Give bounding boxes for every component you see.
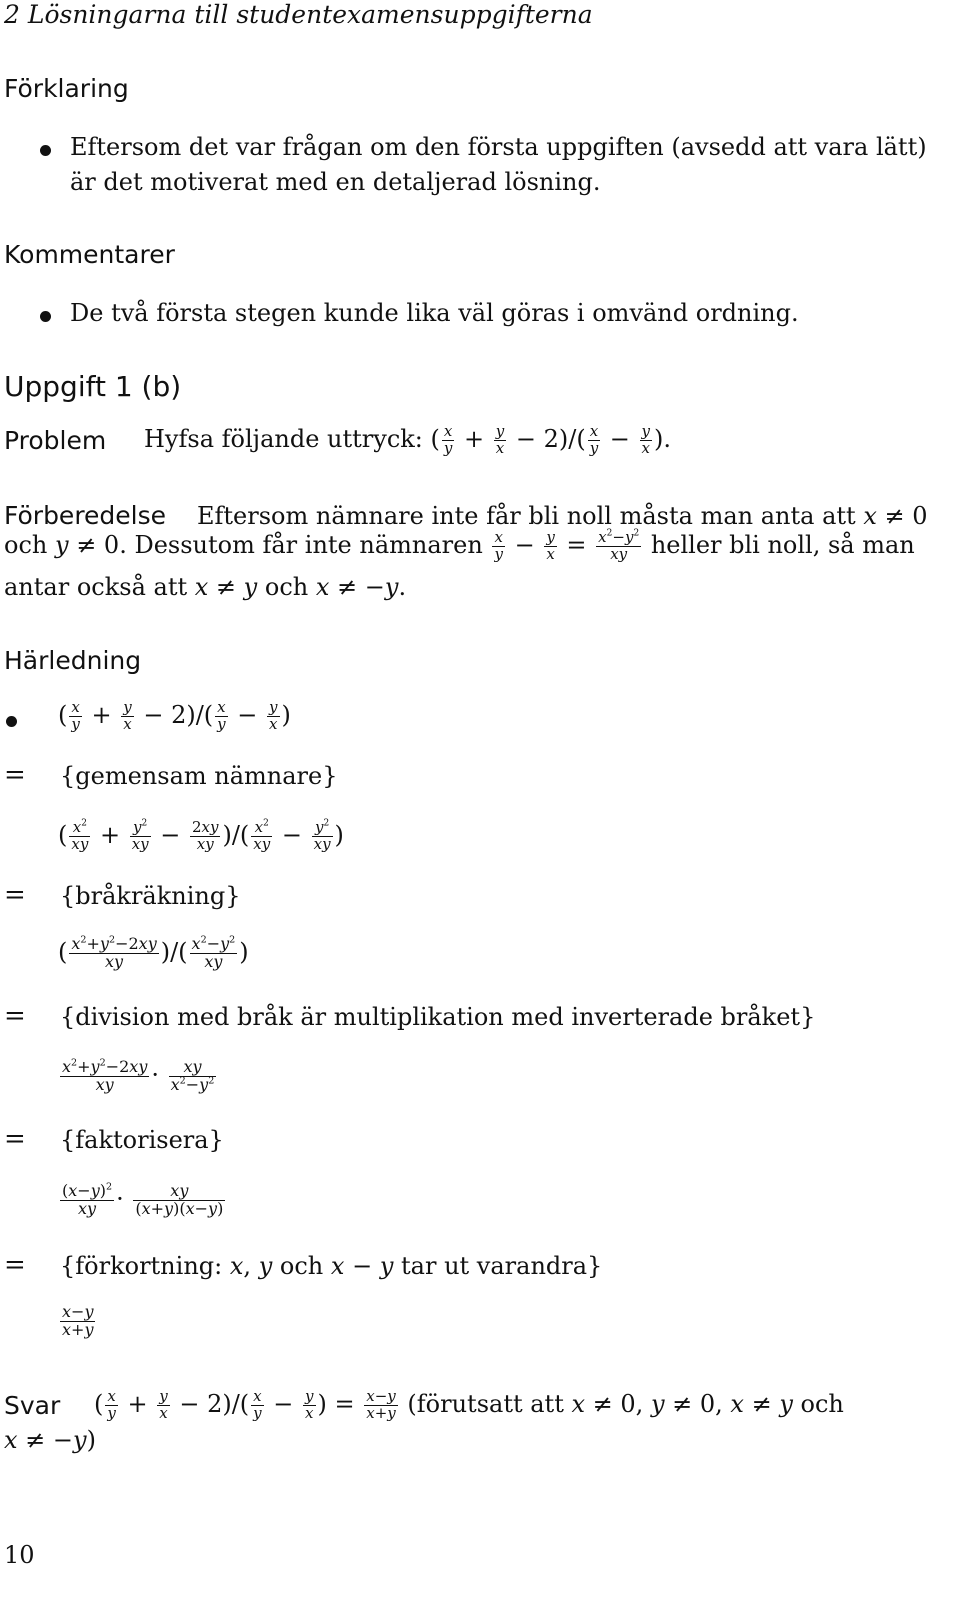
equals-sign: = <box>4 880 26 910</box>
hint-division: {division med bråk är multiplikation med inverterade bråket} <box>60 1003 816 1031</box>
problem-statement: Hyfsa följande uttryck: ( $\frac{x}{y}$ + $\frac{y}{x}$ − 2)/( $\frac{x}{y}$ − $\frac{y}{x}$ ). <box>144 422 672 457</box>
derivation-step-4: $\frac{x^2+y^2-2xy}{xy}$ · $\frac{xy}{x^2-y^2}$ <box>62 1057 215 1094</box>
equals-sign: = <box>4 1250 26 1280</box>
derivation-heading: Härledning <box>4 646 142 675</box>
derivation-step-5: $\frac{(x-y)^2}{xy}$ · $\frac{xy}{(x+y)(x-y)}$ <box>62 1181 224 1218</box>
preparation-label: Förberedelse <box>4 501 167 530</box>
preparation-line1-text: Eftersom nämnare inte får bli noll måsta man anta att <box>197 502 856 530</box>
preparation-line2-text: Dessutom får inte nämnaren <box>134 530 483 559</box>
bullet-icon <box>40 145 51 156</box>
forklaring-heading: Förklaring <box>4 74 129 103</box>
preparation-line3: antar också att x ≠ y och x ≠ −y. <box>4 573 407 601</box>
page-number: 10 <box>4 1541 35 1569</box>
answer-expression: ( $\frac{x}{y}$ + $\frac{y}{x}$ − 2)/( $\frac{x}{y}$ − $\frac{y}{x}$ ) = $\frac{x-y}{x+y}$ (förutsatt att x ≠ 0, y ≠ 0, x ≠ y och <box>94 1387 844 1422</box>
problem-label: Problem <box>4 426 107 455</box>
kommentarer-text: De två första stegen kunde lika väl göras i omvänd ordning. <box>70 299 799 327</box>
task-heading: Uppgift 1 (b) <box>4 370 182 403</box>
hint-cancel-pre: {förkortning: <box>60 1252 223 1280</box>
forklaring-text-line2: är det motiverat med en detaljerad lösning. <box>70 168 601 196</box>
preparation-line1: Eftersom nämnare inte får bli noll måsta man anta att x ≠ 0 <box>197 502 928 530</box>
answer-condition-cont: x ≠ −y) <box>4 1426 96 1454</box>
kommentarer-heading: Kommentarer <box>4 240 175 269</box>
hint-cancel-post: tar ut varandra} <box>401 1252 603 1280</box>
hint-cancel: {förkortning: x, y och x − y tar ut varandra} <box>60 1252 603 1280</box>
equals-sign: = <box>4 760 26 790</box>
derivation-step-2: ( $\frac{x^2}{xy}$ + $\frac{y^2}{xy}$ − $\frac{2xy}{xy}$ )/( $\frac{x^2}{xy}$ − $\frac{y^2}{xy}$ ) <box>58 818 344 853</box>
preparation-line3-text: antar också att <box>4 573 188 601</box>
derivation-result: $\frac{x-y}{x+y}$ <box>62 1302 94 1339</box>
problem-text: Hyfsa följande uttryck: <box>144 424 423 453</box>
answer-condition-pre: (förutsatt att <box>407 1389 564 1418</box>
preparation-line3-och: och <box>264 573 309 601</box>
hint-cancel-och: och <box>279 1252 324 1280</box>
bullet-icon <box>6 716 17 727</box>
preparation-line2-tail: heller bli noll, så man <box>650 530 915 559</box>
answer-label: Svar <box>4 1391 61 1420</box>
bullet-icon <box>40 311 51 322</box>
hint-fraction-arithmetic: {bråkräkning} <box>60 882 241 910</box>
preparation-line2: och y ≠ 0. Dessutom får inte nämnaren $\frac{x}{y}$ − $\frac{y}{x}$ = $\frac{x^2-y^2}{xy}$ heller bli noll, så man <box>4 528 915 563</box>
derivation-step-1: ( $\frac{x}{y}$ + $\frac{y}{x}$ − 2)/( $\frac{x}{y}$ − $\frac{y}{x}$ ) <box>58 698 291 733</box>
hint-factorize: {faktorisera} <box>60 1126 224 1154</box>
equals-sign: = <box>4 1124 26 1154</box>
answer-condition-och: och <box>800 1389 844 1418</box>
forklaring-text-line1: Eftersom det var frågan om den första uppgiften (avsedd att vara lätt) <box>70 133 927 161</box>
preparation-och: och <box>4 530 48 559</box>
equals-sign: = <box>4 1001 26 1031</box>
derivation-step-3: ( $\frac{x^2+y^2-2xy}{xy}$ )/( $\frac{x^2-y^2}{xy}$ ) <box>58 934 249 971</box>
running-header: 2 Lösningarna till studentexamensuppgifterna <box>4 0 593 29</box>
hint-common-denominator: {gemensam nämnare} <box>60 762 338 790</box>
